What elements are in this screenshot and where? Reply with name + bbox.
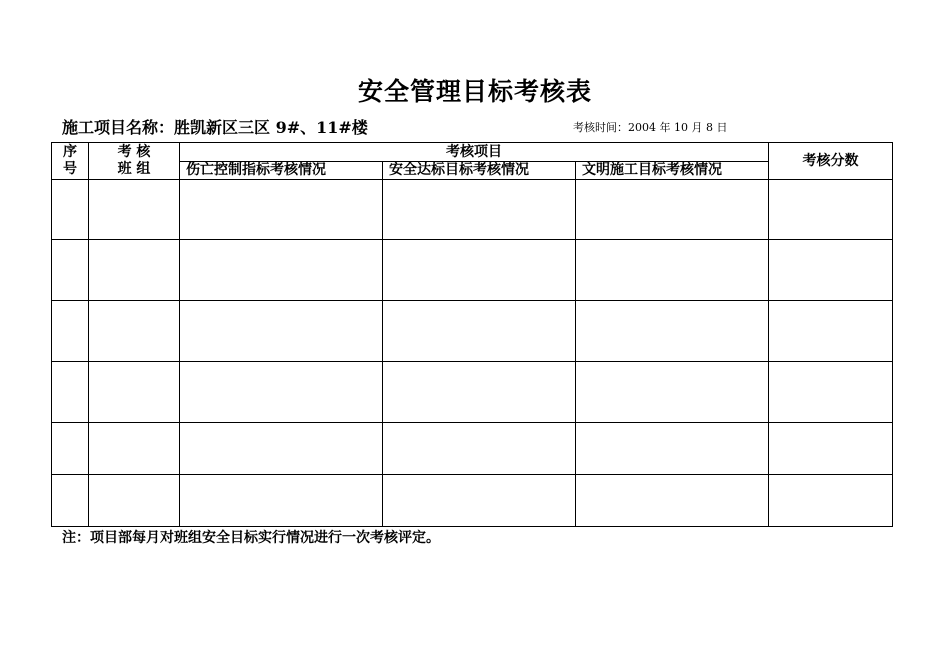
- cell[interactable]: [52, 240, 89, 301]
- cell[interactable]: [89, 180, 180, 240]
- cell[interactable]: [52, 180, 89, 240]
- header-seq-line2: 号: [63, 161, 77, 177]
- table-row: [52, 362, 893, 423]
- project-name: 施工项目名称：胜凯新区三区 9#、11#楼: [62, 118, 368, 137]
- cell[interactable]: [52, 362, 89, 423]
- cell[interactable]: [52, 475, 89, 527]
- document-title: 安全管理目标考核表: [357, 77, 592, 106]
- header-assessment-items: 考核项目: [180, 143, 769, 162]
- cell[interactable]: [383, 240, 576, 301]
- cell[interactable]: [576, 475, 769, 527]
- assessment-date: 考核时间：2004 年 10 月 8 日: [573, 121, 728, 134]
- header-team-line1: 考 核: [117, 144, 151, 160]
- cell[interactable]: [89, 475, 180, 527]
- cell[interactable]: [180, 180, 383, 240]
- cell[interactable]: [576, 240, 769, 301]
- header-team: [89, 143, 180, 180]
- cell[interactable]: [89, 301, 180, 362]
- header-team-line2: 班 组: [117, 161, 151, 177]
- header-seq-line1: 序: [63, 144, 77, 160]
- cell[interactable]: [89, 423, 180, 475]
- cell[interactable]: [180, 423, 383, 475]
- cell[interactable]: [180, 240, 383, 301]
- cell[interactable]: [769, 301, 893, 362]
- cell[interactable]: [52, 301, 89, 362]
- table-row: [52, 180, 893, 240]
- header-score: 考核分数: [769, 143, 893, 180]
- table-row: [52, 240, 893, 301]
- cell[interactable]: [769, 180, 893, 240]
- cell[interactable]: [769, 475, 893, 527]
- cell[interactable]: [89, 240, 180, 301]
- cell[interactable]: [576, 180, 769, 240]
- footnote: 注：项目部每月对班组安全目标实行情况进行一次考核评定。: [62, 530, 440, 546]
- cell[interactable]: [576, 301, 769, 362]
- cell[interactable]: [769, 423, 893, 475]
- cell[interactable]: [383, 180, 576, 240]
- cell[interactable]: [89, 362, 180, 423]
- cell[interactable]: [383, 362, 576, 423]
- header-casualty-control: 伤亡控制指标考核情况: [180, 162, 383, 180]
- cell[interactable]: [180, 362, 383, 423]
- cell[interactable]: [769, 362, 893, 423]
- cell[interactable]: [383, 423, 576, 475]
- header-seq: [52, 143, 89, 180]
- table-row: [52, 475, 893, 527]
- cell[interactable]: [576, 362, 769, 423]
- table-row: [52, 301, 893, 362]
- header-civilized-construction: 文明施工目标考核情况: [576, 162, 769, 180]
- cell[interactable]: [769, 240, 893, 301]
- header-safety-standard: 安全达标目标考核情况: [383, 162, 576, 180]
- cell[interactable]: [576, 423, 769, 475]
- cell[interactable]: [180, 475, 383, 527]
- table-row: [52, 423, 893, 475]
- cell[interactable]: [52, 423, 89, 475]
- cell[interactable]: [383, 475, 576, 527]
- cell[interactable]: [383, 301, 576, 362]
- assessment-table: [51, 142, 893, 527]
- cell[interactable]: [180, 301, 383, 362]
